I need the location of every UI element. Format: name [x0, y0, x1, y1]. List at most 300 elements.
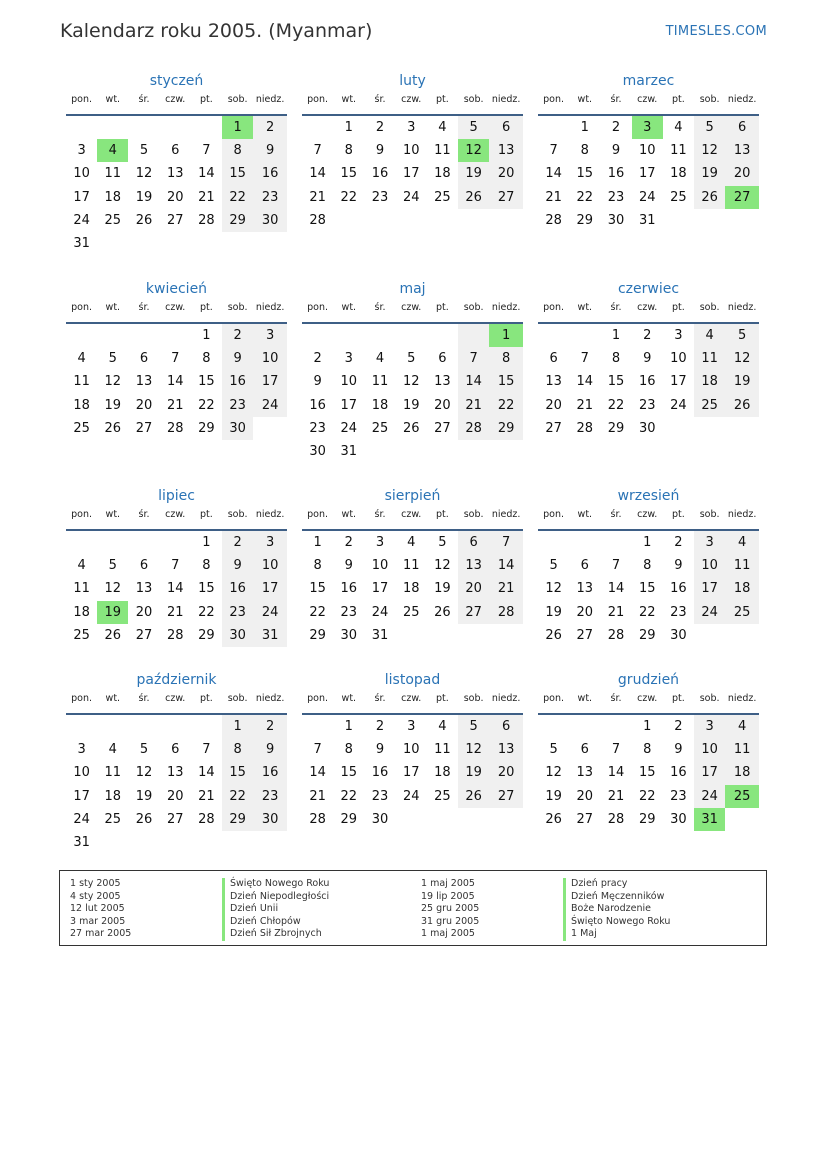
empty-cell [222, 831, 253, 854]
weekday-header: niedz. [253, 300, 287, 323]
legend-entry: Święto Nowego Roku [222, 878, 329, 891]
day-cell: 21 [166, 604, 184, 620]
day-cell: 27 [545, 420, 562, 436]
day-cell: 18 [104, 788, 122, 804]
day-cell: 5 [108, 351, 117, 367]
legend-entry: 12 lut 2005 [70, 903, 125, 914]
weekday-header: wt. [333, 507, 364, 530]
day-cell: 19 [545, 788, 562, 804]
legend-entry: Dzień Chłopów [222, 916, 329, 929]
day-cell: 18 [434, 765, 451, 781]
day-cell: 14 [166, 581, 184, 597]
day-cell: 28 [607, 811, 625, 827]
month-name: maj [399, 281, 426, 297]
weekday-header: czw. [396, 507, 427, 530]
day-cell: 12 [694, 139, 725, 162]
day-cell: 8 [222, 738, 253, 761]
day-cell: 4 [694, 323, 725, 347]
weekday-header: pon. [538, 691, 569, 714]
day-cell: 1 [344, 719, 353, 735]
weekday-header: wt. [569, 92, 600, 115]
weekday-header: śr. [364, 507, 395, 530]
empty-cell [160, 831, 191, 854]
day-cell: 11 [670, 143, 687, 159]
day-cell: 22 [607, 397, 625, 413]
day-cell: 4 [77, 351, 86, 367]
day-cell: 17 [253, 370, 287, 393]
day-cell: 26 [545, 627, 562, 643]
day-cell: 6 [458, 530, 489, 554]
day-cell: 7 [171, 351, 180, 367]
legend-entry: 27 mar 2005 [70, 928, 132, 939]
weekday-header: pt. [191, 300, 222, 323]
day-cell: 20 [166, 788, 184, 804]
empty-cell [160, 714, 191, 738]
weekday-header: czw. [396, 92, 427, 115]
day-cell: 23 [371, 189, 389, 205]
empty-cell [128, 530, 159, 554]
day-cell: 30 [670, 811, 687, 827]
weekday-header: sob. [694, 300, 725, 323]
empty-cell [458, 440, 489, 463]
day-cell: 19 [135, 189, 153, 205]
weekday-header: śr. [600, 300, 631, 323]
day-cell: 27 [489, 785, 523, 808]
day-cell: 21 [545, 189, 562, 205]
legend-names-right [563, 878, 670, 941]
day-cell: 20 [135, 397, 153, 413]
day-cell: 26 [135, 212, 153, 228]
day-cell: 23 [222, 394, 253, 417]
empty-cell [128, 115, 159, 139]
day-cell: 17 [340, 397, 358, 413]
day-cell: 5 [549, 742, 558, 758]
day-cell: 13 [489, 139, 523, 162]
empty-cell [191, 115, 222, 139]
month-table [538, 92, 759, 232]
empty-cell [302, 714, 333, 738]
day-cell: 11 [434, 742, 451, 758]
day-cell: 30 [607, 212, 625, 228]
day-cell: 2 [222, 323, 253, 347]
day-cell: 29 [489, 417, 523, 440]
legend-entry: 1 maj 2005 [421, 878, 475, 889]
empty-cell [97, 323, 128, 347]
weekday-header: śr. [600, 507, 631, 530]
day-cell: 12 [725, 347, 759, 370]
day-cell: 18 [73, 604, 90, 620]
day-cell: 18 [104, 189, 122, 205]
day-cell: 25 [725, 601, 759, 624]
day-cell: 20 [545, 397, 562, 413]
day-cell: 15 [576, 166, 594, 182]
day-cell: 25 [670, 189, 687, 205]
day-cell: 29 [222, 808, 253, 831]
month-table [302, 92, 523, 232]
weekday-header: czw. [160, 92, 191, 115]
day-cell: 24 [371, 604, 389, 620]
day-cell: 9 [674, 558, 683, 574]
day-cell: 9 [674, 742, 683, 758]
day-cell: 21 [166, 397, 184, 413]
day-cell: 15 [198, 581, 215, 597]
day-cell: 23 [371, 788, 389, 804]
empty-cell [302, 115, 333, 139]
day-cell: 20 [489, 162, 523, 185]
day-cell: 15 [309, 581, 326, 597]
month-3 [66, 278, 287, 440]
day-cell: 17 [638, 166, 656, 182]
day-cell: 9 [375, 742, 385, 758]
empty-cell [97, 714, 128, 738]
day-cell: 2 [253, 714, 287, 738]
day-cell: 26 [104, 420, 122, 436]
day-cell: 1 [611, 328, 621, 344]
weekday-header: wt. [333, 300, 364, 323]
day-cell: 5 [458, 115, 489, 139]
empty-cell [725, 417, 759, 440]
weekday-header: pon. [302, 92, 333, 115]
empty-cell [66, 323, 97, 347]
day-cell: 14 [198, 765, 215, 781]
legend-entry: Dzień Sił Zbrojnych [222, 928, 329, 941]
day-cell: 25 [73, 420, 90, 436]
weekday-header: niedz. [725, 300, 759, 323]
legend-entry: 25 gru 2005 [421, 903, 480, 914]
empty-cell [222, 232, 253, 255]
month-2 [538, 70, 759, 232]
day-cell: 8 [611, 351, 621, 367]
empty-cell [725, 808, 759, 831]
day-cell: 20 [135, 604, 153, 620]
day-cell: 8 [489, 347, 523, 370]
day-cell: 24 [694, 785, 725, 808]
empty-cell [128, 714, 159, 738]
day-cell: 2 [253, 115, 287, 139]
month-0 [66, 70, 287, 255]
empty-cell [489, 440, 523, 463]
day-cell: 29 [607, 420, 625, 436]
day-cell: 8 [643, 558, 652, 574]
day-cell: 8 [580, 143, 589, 159]
empty-cell [128, 323, 159, 347]
day-cell: 19 [458, 761, 489, 784]
day-cell: 25 [694, 394, 725, 417]
day-cell: 8 [643, 742, 652, 758]
day-cell: 9 [611, 143, 621, 159]
day-cell: 12 [135, 765, 153, 781]
day-cell: 28 [489, 601, 523, 624]
day-cell: 7 [580, 351, 589, 367]
day-cell: 20 [458, 577, 489, 600]
empty-cell [725, 624, 759, 647]
day-cell: 13 [458, 554, 489, 577]
day-cell: 29 [198, 627, 215, 643]
site-link[interactable]: TIMESLES.COM [665, 24, 767, 39]
day-cell: 21 [309, 189, 326, 205]
day-cell: 27 [489, 186, 523, 209]
day-cell: 7 [611, 742, 621, 758]
empty-cell [191, 714, 222, 738]
month-table [538, 300, 759, 440]
empty-cell [489, 808, 523, 831]
day-cell: 13 [135, 581, 153, 597]
day-cell: 11 [73, 374, 90, 390]
weekday-header: wt. [569, 691, 600, 714]
weekday-header: pt. [427, 507, 458, 530]
day-cell: 19 [135, 788, 153, 804]
day-cell: 13 [725, 139, 759, 162]
day-cell: 11 [694, 347, 725, 370]
month-1 [302, 70, 523, 232]
day-cell: 6 [580, 558, 589, 574]
day-cell: 7 [202, 143, 211, 159]
day-cell: 1 [580, 120, 589, 136]
day-cell: 16 [309, 397, 326, 413]
month-10 [302, 669, 523, 831]
day-cell: 3 [694, 714, 725, 738]
day-cell: 3 [407, 719, 416, 735]
day-cell: 8 [344, 742, 353, 758]
day-cell: 19 [725, 370, 759, 393]
day-cell: 20 [725, 162, 759, 185]
day-cell: 9 [375, 143, 385, 159]
day-cell: 2 [674, 719, 683, 735]
day-cell: 15 [222, 162, 253, 185]
month-name: kwiecień [145, 281, 208, 297]
day-cell: 30 [222, 417, 253, 440]
day-cell: 16 [253, 162, 287, 185]
month-table [538, 507, 759, 647]
weekday-header: niedz. [489, 300, 523, 323]
empty-cell [160, 232, 191, 255]
month-name: luty [399, 73, 426, 89]
legend-entry: 4 sty 2005 [70, 890, 121, 902]
day-cell: 9 [253, 738, 287, 761]
empty-cell [66, 530, 97, 554]
day-cell: 30 [638, 420, 656, 436]
day-cell: 29 [222, 209, 253, 232]
weekday-header: niedz. [489, 507, 523, 530]
day-cell: 9 [313, 374, 322, 390]
day-cell: 17 [694, 761, 725, 784]
day-cell: 9 [643, 351, 652, 367]
weekday-header: wt. [97, 507, 128, 530]
empty-cell [396, 440, 427, 463]
day-cell: 18 [73, 397, 90, 413]
day-cell: 3 [694, 530, 725, 554]
empty-cell [538, 323, 569, 347]
day-cell: 29 [340, 811, 358, 827]
day-cell: 13 [489, 738, 523, 761]
day-cell: 17 [670, 374, 687, 390]
month-table [538, 691, 759, 831]
day-cell: 27 [135, 627, 153, 643]
month-7 [302, 485, 523, 647]
day-cell: 2 [375, 719, 385, 735]
empty-cell [427, 440, 458, 463]
month-4 [302, 278, 523, 463]
empty-cell [600, 714, 631, 738]
weekday-header: pt. [427, 92, 458, 115]
day-cell: 3 [375, 535, 385, 551]
empty-cell [489, 209, 523, 232]
day-cell: 24 [402, 189, 420, 205]
day-cell: 30 [340, 627, 358, 643]
legend-names-left [222, 878, 329, 941]
month-table [66, 507, 287, 647]
day-cell: 10 [371, 558, 389, 574]
day-cell: 18 [371, 397, 389, 413]
day-cell: 25 [402, 604, 420, 620]
holiday-day-cell: 19 [97, 601, 128, 624]
day-cell: 5 [549, 558, 558, 574]
day-cell: 31 [253, 624, 287, 647]
empty-cell [427, 323, 458, 347]
weekday-header: śr. [364, 300, 395, 323]
empty-cell [725, 209, 759, 232]
day-cell: 3 [344, 351, 353, 367]
day-cell: 17 [402, 166, 420, 182]
day-cell: 1 [222, 714, 253, 738]
weekday-header: pt. [427, 300, 458, 323]
day-cell: 1 [313, 535, 322, 551]
weekday-header: pon. [538, 92, 569, 115]
day-cell: 16 [222, 370, 253, 393]
empty-cell [396, 323, 427, 347]
weekday-header: sob. [222, 92, 253, 115]
weekday-header: śr. [364, 92, 395, 115]
day-cell: 22 [638, 788, 656, 804]
day-cell: 7 [313, 143, 322, 159]
legend-entry: Dzień pracy [563, 878, 670, 891]
day-cell: 6 [438, 351, 447, 367]
day-cell: 21 [458, 394, 489, 417]
day-cell: 26 [458, 186, 489, 209]
month-name: sierpień [384, 488, 441, 504]
empty-cell [694, 209, 725, 232]
empty-cell [663, 209, 694, 232]
weekday-header: czw. [160, 300, 191, 323]
weekday-header: pt. [663, 507, 694, 530]
day-cell: 15 [638, 581, 656, 597]
day-cell: 14 [607, 581, 625, 597]
weekday-header: pt. [427, 691, 458, 714]
day-cell: 29 [198, 420, 215, 436]
day-cell: 22 [222, 186, 253, 209]
legend-entry: Dzień Męczenników [563, 891, 670, 904]
day-cell: 10 [694, 738, 725, 761]
day-cell: 13 [576, 765, 594, 781]
day-cell: 14 [166, 374, 184, 390]
empty-cell [97, 232, 128, 255]
empty-cell [569, 530, 600, 554]
day-cell: 26 [545, 811, 562, 827]
day-cell: 23 [670, 788, 687, 804]
weekday-header: wt. [569, 507, 600, 530]
day-cell: 8 [222, 139, 253, 162]
day-cell: 10 [694, 554, 725, 577]
month-name: październik [136, 672, 217, 688]
empty-cell [458, 624, 489, 647]
day-cell: 17 [694, 577, 725, 600]
empty-cell [600, 530, 631, 554]
day-cell: 10 [340, 374, 358, 390]
day-cell: 18 [725, 761, 759, 784]
weekday-header: śr. [600, 92, 631, 115]
day-cell: 4 [438, 120, 447, 136]
weekday-header: sob. [222, 507, 253, 530]
month-name: listopad [384, 672, 441, 688]
legend-entry: Boże Narodzenie [563, 903, 670, 916]
day-cell: 13 [434, 374, 451, 390]
month-name: lipiec [158, 488, 195, 504]
day-cell: 1 [344, 120, 353, 136]
day-cell: 6 [139, 351, 149, 367]
empty-cell [253, 831, 287, 854]
day-cell: 28 [545, 212, 562, 228]
empty-cell [333, 323, 364, 347]
weekday-header: niedz. [725, 507, 759, 530]
legend-entry: 1 maj 2005 [421, 928, 475, 939]
holiday-day-cell: 1 [222, 115, 253, 139]
day-cell: 4 [77, 558, 86, 574]
day-cell: 29 [638, 627, 656, 643]
empty-cell [364, 209, 395, 232]
day-cell: 5 [725, 323, 759, 347]
day-cell: 6 [489, 115, 523, 139]
day-cell: 3 [407, 120, 416, 136]
day-cell: 23 [222, 601, 253, 624]
month-name: styczeń [149, 73, 204, 89]
day-cell: 13 [545, 374, 562, 390]
holiday-legend [59, 870, 767, 946]
day-cell: 6 [171, 143, 180, 159]
day-cell: 11 [434, 143, 451, 159]
day-cell: 16 [607, 166, 625, 182]
weekday-header: pt. [663, 691, 694, 714]
day-cell: 29 [638, 811, 656, 827]
day-cell: 21 [198, 788, 215, 804]
weekday-header: śr. [128, 300, 159, 323]
day-cell: 24 [73, 811, 90, 827]
empty-cell [66, 115, 97, 139]
month-11 [538, 669, 759, 831]
weekday-header: pon. [66, 507, 97, 530]
weekday-header: czw. [632, 92, 663, 115]
day-cell: 16 [371, 166, 389, 182]
day-cell: 24 [694, 601, 725, 624]
month-table [66, 92, 287, 255]
day-cell: 5 [458, 714, 489, 738]
month-9 [66, 669, 287, 854]
day-cell: 28 [198, 811, 215, 827]
weekday-header: sob. [222, 300, 253, 323]
empty-cell [396, 209, 427, 232]
day-cell: 4 [108, 742, 117, 758]
day-cell: 23 [340, 604, 358, 620]
day-cell: 20 [166, 189, 184, 205]
day-cell: 14 [458, 370, 489, 393]
day-cell: 28 [309, 811, 326, 827]
day-cell: 2 [375, 120, 385, 136]
empty-cell [396, 808, 427, 831]
month-name: marzec [622, 73, 675, 89]
legend-entry: 1 Maj [563, 928, 670, 941]
day-cell: 28 [458, 417, 489, 440]
day-cell: 27 [458, 601, 489, 624]
day-cell: 21 [607, 604, 625, 620]
